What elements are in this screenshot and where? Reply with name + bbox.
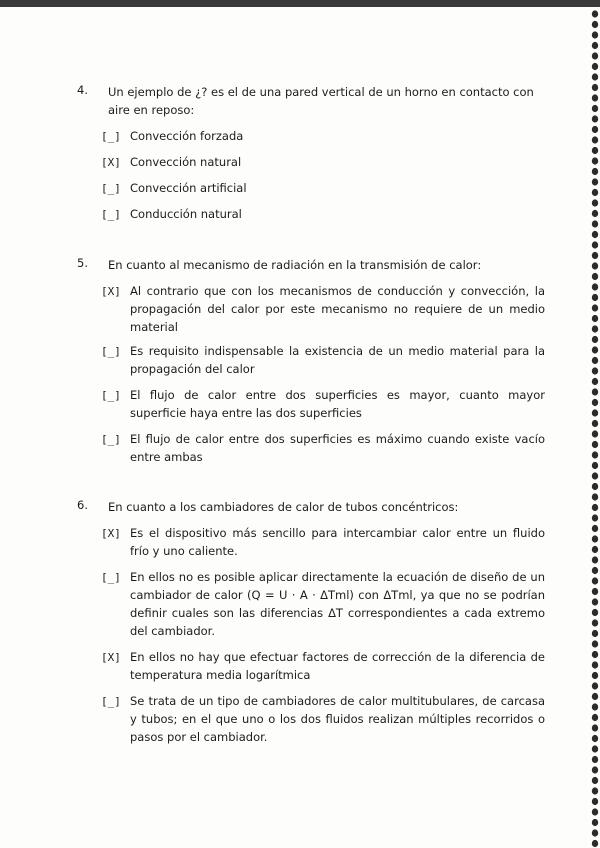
binding-hole (592, 556, 598, 563)
binding-hole (592, 304, 598, 311)
binding-hole (592, 42, 598, 49)
binding-hole (592, 514, 598, 521)
binding-hole (592, 199, 598, 206)
binding-hole (592, 157, 598, 164)
binding-hole (592, 588, 598, 595)
binding-hole (592, 63, 598, 70)
binding-hole (592, 577, 598, 584)
binding-hole (592, 567, 598, 574)
binding-hole (592, 399, 598, 406)
binding-hole (592, 640, 598, 647)
binding-hole (592, 766, 598, 773)
binding-hole (592, 168, 598, 175)
option-text: El flujo de calor entre dos superficies es máximo cuando existe vacío entre ambas (130, 432, 545, 464)
checkbox[interactable]: [_] (101, 130, 121, 143)
binding-hole (592, 441, 598, 448)
option-5b[interactable] (101, 342, 545, 376)
binding-hole (592, 619, 598, 626)
binding-hole (592, 136, 598, 143)
question-number: 6. (77, 498, 88, 512)
binding-hole (592, 745, 598, 752)
binding-hole (592, 630, 598, 637)
option-4c[interactable] (101, 179, 545, 198)
binding-hole (592, 262, 598, 269)
binding-hole (592, 105, 598, 112)
checkbox[interactable]: [_] (101, 345, 121, 358)
binding-hole (592, 346, 598, 353)
binding-hole (592, 409, 598, 416)
binding-hole (592, 472, 598, 479)
binding-hole (592, 661, 598, 668)
binding-hole (592, 420, 598, 427)
option-text: Convección artificial (130, 181, 247, 195)
binding-hole (592, 94, 598, 101)
binding-hole (592, 451, 598, 458)
binding-hole (592, 294, 598, 301)
option-5c[interactable] (101, 386, 545, 420)
binding-hole (592, 504, 598, 511)
binding-hole (592, 535, 598, 542)
binding-hole (592, 598, 598, 605)
binding-hole (592, 126, 598, 133)
binding-hole (592, 84, 598, 91)
binding-hole (592, 378, 598, 385)
binding-hole (592, 10, 598, 17)
binding-hole (592, 357, 598, 364)
binding-hole (592, 609, 598, 616)
binding-hole (592, 735, 598, 742)
binding-hole (592, 777, 598, 784)
binding-hole (592, 714, 598, 721)
question-text: En cuanto a los cambiadores de calor de tubos concéntricos: (108, 500, 459, 514)
checkbox[interactable]: [X] (101, 285, 121, 298)
option-6d[interactable] (101, 692, 545, 744)
binding-hole (592, 819, 598, 826)
option-5a[interactable] (101, 282, 545, 334)
binding-hole (592, 483, 598, 490)
binding-hole (592, 252, 598, 259)
question-text: Un ejemplo de ¿? es el de una pared vertical de un horno en contacto con aire en reposo: (108, 85, 534, 117)
option-6b[interactable] (101, 568, 545, 638)
binding-hole (592, 367, 598, 374)
binding-hole (592, 546, 598, 553)
binding-hole (592, 115, 598, 122)
question-number: 4. (77, 83, 88, 97)
question-text: En cuanto al mecanismo de radiación en la transmisión de calor: (108, 258, 482, 272)
binding-hole (592, 808, 598, 815)
checkbox[interactable]: [_] (101, 571, 121, 584)
binding-hole (592, 210, 598, 217)
checkbox[interactable]: [X] (101, 156, 121, 169)
option-text: Es requisito indispensable la existencia de un medio material para la propagación del calor (130, 344, 545, 376)
option-6a[interactable] (101, 524, 545, 558)
binding-hole (592, 315, 598, 322)
binding-hole (592, 231, 598, 238)
binding-hole (592, 147, 598, 154)
binding-hole (592, 336, 598, 343)
binding-hole (592, 756, 598, 763)
binding-hole (592, 693, 598, 700)
binding-hole (592, 220, 598, 227)
checkbox[interactable]: [_] (101, 182, 121, 195)
option-5d[interactable] (101, 430, 545, 464)
option-text: En ellos no es posible aplicar directamente la ecuación de diseño de un cambiador de calor (Q = U · A · ΔTml) con ΔTml, ya que no se podrían definir cuales son las diferencias ΔT correspondientes a cada extremo del cambiador. (130, 570, 545, 638)
option-4d[interactable] (101, 205, 545, 224)
option-text: Es el dispositivo más sencillo para intercambiar calor entre un fluido frío y uno caliente. (130, 526, 545, 558)
binding-hole (592, 682, 598, 689)
binding-hole (592, 525, 598, 532)
option-text: Conducción natural (130, 207, 242, 221)
question-number: 5. (77, 256, 88, 270)
option-6c[interactable] (101, 648, 545, 682)
checkbox[interactable]: [X] (101, 527, 121, 540)
binding-hole (592, 829, 598, 836)
binding-hole (592, 273, 598, 280)
binding-hole (592, 493, 598, 500)
option-text: Convección natural (130, 155, 242, 169)
option-4b[interactable] (101, 153, 545, 172)
binding-hole (592, 388, 598, 395)
binding-hole (592, 31, 598, 38)
checkbox[interactable]: [X] (101, 651, 121, 664)
binding-hole (592, 672, 598, 679)
option-text: Convección forzada (130, 129, 244, 143)
binding-hole (592, 241, 598, 248)
binding-hole (592, 840, 598, 847)
binding-hole (592, 703, 598, 710)
option-text: En ellos no hay que efectuar factores de corrección de la diferencia de temperatura media logarítmica (130, 650, 545, 682)
checkbox[interactable]: [_] (101, 389, 121, 402)
checkbox[interactable]: [_] (101, 433, 121, 446)
spiral-binding-holes (588, 8, 600, 848)
binding-hole (592, 283, 598, 290)
option-4a[interactable] (101, 127, 545, 146)
binding-hole (592, 21, 598, 28)
option-text: Al contrario que con los mecanismos de conducción y convección, la propagación del calor por este mecanismo no requiere de un medio material (130, 284, 545, 334)
checkbox[interactable]: [_] (101, 695, 121, 708)
binding-hole (592, 325, 598, 332)
binding-hole (592, 52, 598, 59)
binding-hole (592, 651, 598, 658)
scan-top-edge (0, 0, 600, 7)
binding-hole (592, 73, 598, 80)
binding-hole (592, 462, 598, 469)
binding-hole (592, 178, 598, 185)
binding-hole (592, 189, 598, 196)
binding-hole (592, 787, 598, 794)
option-text: Se trata de un tipo de cambiadores de calor multitubulares, de carcasa y tubos; en el que uno o los dos fluidos realizan múltiples recorridos o pasos por el cambiador. (130, 694, 545, 744)
binding-hole (592, 724, 598, 731)
binding-hole (592, 430, 598, 437)
option-text: El flujo de calor entre dos superficies es mayor, cuanto mayor superficie haya entre las dos superficies (130, 388, 545, 420)
binding-hole (592, 798, 598, 805)
checkbox[interactable]: [_] (101, 208, 121, 221)
